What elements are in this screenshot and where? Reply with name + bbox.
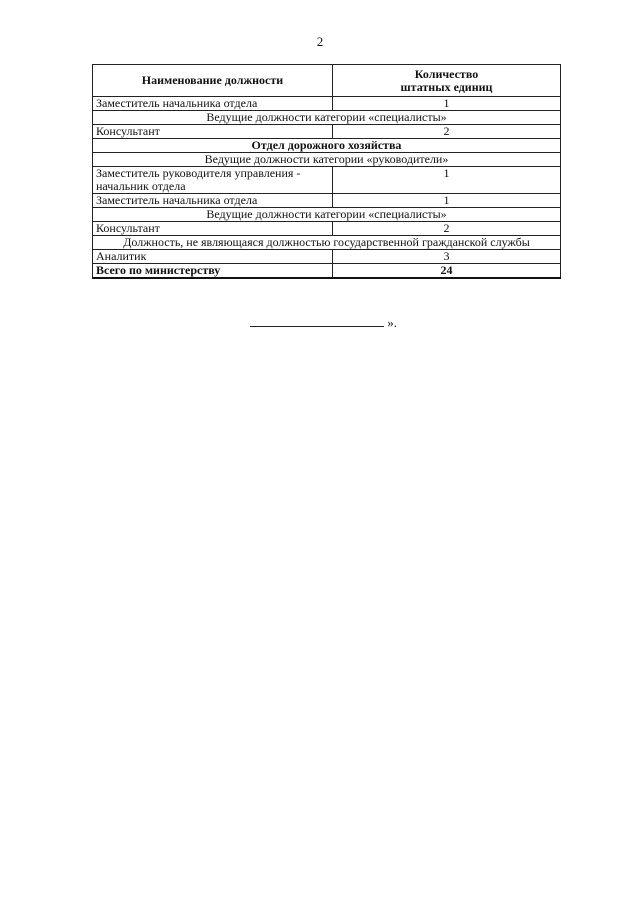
staff-count: 2 [333,222,561,236]
position-name: Заместитель начальника отдела [93,194,333,208]
section-heading: Отдел дорожного хозяйства [93,139,561,153]
position-name: Заместитель руководителя управления - начальник отдела [93,167,333,194]
staff-count: 3 [333,250,561,264]
table-row [93,167,561,194]
closing-mark: ». [387,315,397,330]
table-row [93,222,561,236]
position-name: Заместитель начальника отдела [93,97,333,111]
page-number: 2 [316,34,324,49]
staff-count: 1 [333,97,561,111]
table-row [93,194,561,208]
header-staff-count-line2: штатных единиц [400,79,493,94]
position-name: Аналитик [93,250,333,264]
category-row [93,208,561,222]
table-header-row [93,65,561,97]
header-staff-count-line1: Количество [414,66,479,81]
category-label: Ведущие должности категории «специалисты» [93,208,561,222]
staff-count: 1 [333,167,561,194]
staff-table-body [93,65,561,279]
category-row [93,111,561,125]
position-name: Консультант [93,222,333,236]
category-row [93,236,561,250]
table-row [93,97,561,111]
staff-count: 2 [333,125,561,139]
staff-table [92,64,561,279]
closing-line [250,314,397,331]
table-total-row [93,264,561,279]
position-name: Консультант [93,125,333,139]
section-heading-row [93,139,561,153]
table-row [93,250,561,264]
signature-blank-line [250,314,384,327]
table-row [93,125,561,139]
category-label: Ведущие должности категории «специалисты» [93,111,561,125]
header-position-name: Наименование должности [93,65,333,97]
staff-count: 1 [333,194,561,208]
header-staff-count [333,65,561,97]
category-row [93,153,561,167]
category-label: Ведущие должности категории «руководители» [93,153,561,167]
total-count: 24 [333,264,561,279]
category-label: Должность, не являющаяся должностью государственной гражданской службы [93,236,561,250]
total-label: Всего по министерству [93,264,333,279]
